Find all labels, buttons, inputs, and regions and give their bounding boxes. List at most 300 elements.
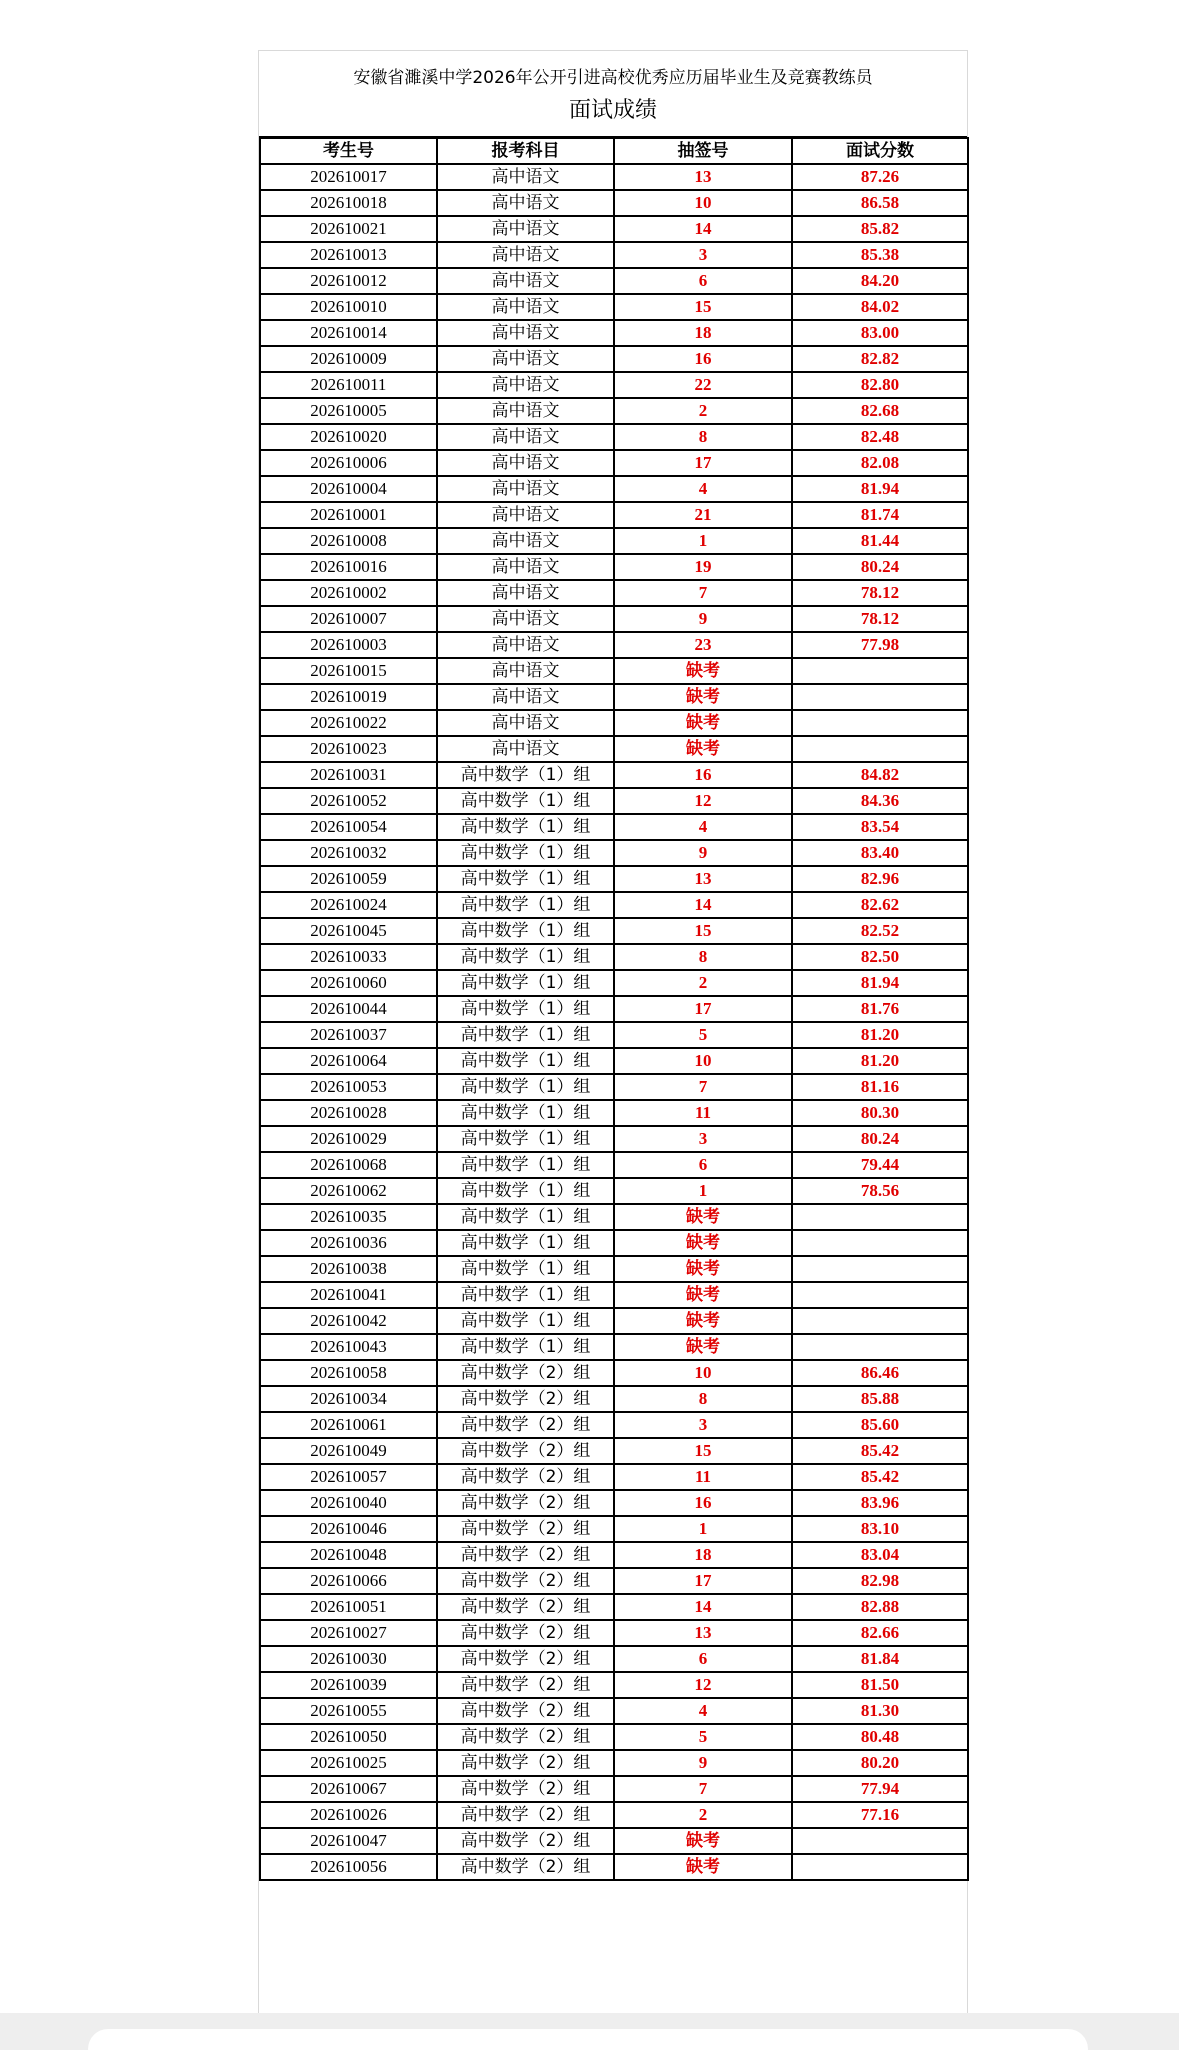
table-row: [260, 1490, 968, 1516]
table-row: [260, 1100, 968, 1126]
cell-exam-id: 202610026: [260, 1802, 437, 1828]
cell-lot-number: 12: [614, 788, 792, 814]
cell-interview-score: 82.50: [792, 944, 968, 970]
cell-interview-score: 86.58: [792, 190, 968, 216]
cell-exam-id: 202610058: [260, 1360, 437, 1386]
table-row: [260, 866, 968, 892]
table-row: [260, 710, 968, 736]
cell-lot-number: 1: [614, 528, 792, 554]
cell-lot-number: 缺考: [614, 1256, 792, 1282]
cell-interview-score: 85.38: [792, 242, 968, 268]
cell-interview-score: 78.56: [792, 1178, 968, 1204]
table-row: [260, 658, 968, 684]
cell-lot-number: 5: [614, 1022, 792, 1048]
table-row: [260, 762, 968, 788]
table-row: [260, 918, 968, 944]
table-row: [260, 320, 968, 346]
cell-interview-score: [792, 1230, 968, 1256]
cell-exam-id: 202610022: [260, 710, 437, 736]
table-row: [260, 1360, 968, 1386]
cell-subject: 高中语文: [437, 580, 614, 606]
cell-exam-id: 202610039: [260, 1672, 437, 1698]
cell-lot-number: 11: [614, 1100, 792, 1126]
cell-subject: 高中数学（1）组: [437, 1152, 614, 1178]
cell-interview-score: 84.02: [792, 294, 968, 320]
cell-interview-score: [792, 1308, 968, 1334]
cell-lot-number: 1: [614, 1516, 792, 1542]
table-row: [260, 450, 968, 476]
cell-exam-id: 202610035: [260, 1204, 437, 1230]
table-body: [260, 164, 968, 1880]
cell-subject: 高中数学（2）组: [437, 1750, 614, 1776]
cell-exam-id: 202610049: [260, 1438, 437, 1464]
cell-subject: 高中数学（1）组: [437, 1178, 614, 1204]
cell-interview-score: 82.82: [792, 346, 968, 372]
cell-interview-score: 82.68: [792, 398, 968, 424]
cell-lot-number: 9: [614, 840, 792, 866]
cell-lot-number: 6: [614, 268, 792, 294]
cell-lot-number: 缺考: [614, 710, 792, 736]
cell-lot-number: 5: [614, 1724, 792, 1750]
table-row: [260, 242, 968, 268]
cell-interview-score: 82.48: [792, 424, 968, 450]
cell-interview-score: [792, 1282, 968, 1308]
cell-lot-number: 21: [614, 502, 792, 528]
table-header-row: [260, 138, 968, 164]
table-row: [260, 1776, 968, 1802]
cell-interview-score: 81.74: [792, 502, 968, 528]
cell-lot-number: 缺考: [614, 1204, 792, 1230]
cell-exam-id: 202610025: [260, 1750, 437, 1776]
score-sheet: [258, 50, 968, 2014]
cell-interview-score: 81.20: [792, 1048, 968, 1074]
header-subject: 报考科目: [437, 138, 614, 164]
cell-subject: 高中数学（2）组: [437, 1542, 614, 1568]
cell-lot-number: 缺考: [614, 736, 792, 762]
cell-lot-number: 10: [614, 1360, 792, 1386]
cell-lot-number: 15: [614, 294, 792, 320]
cell-subject: 高中数学（1）组: [437, 788, 614, 814]
cell-lot-number: 缺考: [614, 1854, 792, 1880]
cell-subject: 高中数学（2）组: [437, 1854, 614, 1880]
cell-subject: 高中语文: [437, 710, 614, 736]
cell-interview-score: 80.20: [792, 1750, 968, 1776]
cell-lot-number: 8: [614, 944, 792, 970]
cell-subject: 高中数学（1）组: [437, 1126, 614, 1152]
cell-exam-id: 202610054: [260, 814, 437, 840]
cell-interview-score: [792, 1828, 968, 1854]
cell-lot-number: 10: [614, 1048, 792, 1074]
cell-lot-number: 17: [614, 1568, 792, 1594]
cell-lot-number: 6: [614, 1152, 792, 1178]
cell-lot-number: 14: [614, 1594, 792, 1620]
table-row: [260, 1074, 968, 1100]
table-row: [260, 1854, 968, 1880]
table-row: [260, 1516, 968, 1542]
cell-exam-id: 202610011: [260, 372, 437, 398]
cell-interview-score: 81.20: [792, 1022, 968, 1048]
cell-subject: 高中语文: [437, 346, 614, 372]
cell-subject: 高中语文: [437, 164, 614, 190]
cell-lot-number: 23: [614, 632, 792, 658]
table-row: [260, 424, 968, 450]
table-row: [260, 372, 968, 398]
cell-subject: 高中数学（1）组: [437, 866, 614, 892]
cell-exam-id: 202610002: [260, 580, 437, 606]
cell-subject: 高中数学（1）组: [437, 840, 614, 866]
cell-interview-score: 83.04: [792, 1542, 968, 1568]
table-row: [260, 164, 968, 190]
cell-interview-score: 78.12: [792, 606, 968, 632]
cell-subject: 高中语文: [437, 294, 614, 320]
document-subtitle: 面试成绩: [568, 98, 657, 123]
cell-interview-score: 81.94: [792, 476, 968, 502]
cell-interview-score: 80.30: [792, 1100, 968, 1126]
cell-exam-id: 202610013: [260, 242, 437, 268]
cell-lot-number: 3: [614, 1412, 792, 1438]
cell-lot-number: 9: [614, 606, 792, 632]
cell-lot-number: 4: [614, 1698, 792, 1724]
cell-lot-number: 18: [614, 1542, 792, 1568]
cell-interview-score: [792, 658, 968, 684]
table-row: [260, 1334, 968, 1360]
cell-subject: 高中数学（1）组: [437, 814, 614, 840]
table-row: [260, 1126, 968, 1152]
header-exam-id: 考生号: [260, 138, 437, 164]
cell-exam-id: 202610016: [260, 554, 437, 580]
table-row: [260, 788, 968, 814]
cell-exam-id: 202610006: [260, 450, 437, 476]
cell-subject: 高中语文: [437, 450, 614, 476]
table-row: [260, 398, 968, 424]
cell-interview-score: 77.16: [792, 1802, 968, 1828]
table-row: [260, 970, 968, 996]
cell-exam-id: 202610062: [260, 1178, 437, 1204]
cell-interview-score: 82.98: [792, 1568, 968, 1594]
cell-subject: 高中语文: [437, 398, 614, 424]
cell-exam-id: 202610055: [260, 1698, 437, 1724]
cell-exam-id: 202610032: [260, 840, 437, 866]
cell-exam-id: 202610003: [260, 632, 437, 658]
cell-exam-id: 202610043: [260, 1334, 437, 1360]
cell-interview-score: [792, 1204, 968, 1230]
cell-subject: 高中数学（1）组: [437, 1022, 614, 1048]
cell-interview-score: 81.30: [792, 1698, 968, 1724]
table-row: [260, 554, 968, 580]
table-row: [260, 476, 968, 502]
cell-exam-id: 202610066: [260, 1568, 437, 1594]
table-row: [260, 1750, 968, 1776]
cell-subject: 高中数学（1）组: [437, 944, 614, 970]
cell-lot-number: 13: [614, 164, 792, 190]
cell-exam-id: 202610048: [260, 1542, 437, 1568]
cell-subject: 高中数学（2）组: [437, 1464, 614, 1490]
cell-subject: 高中语文: [437, 606, 614, 632]
document-title: 安徽省濉溪中学2026年公开引进高校优秀应历届毕业生及竞赛教练员: [353, 68, 873, 88]
cell-subject: 高中语文: [437, 242, 614, 268]
cell-exam-id: 202610051: [260, 1594, 437, 1620]
cell-lot-number: 17: [614, 996, 792, 1022]
cell-subject: 高中数学（1）组: [437, 1048, 614, 1074]
cell-subject: 高中数学（1）组: [437, 1230, 614, 1256]
cell-exam-id: 202610009: [260, 346, 437, 372]
cell-lot-number: 13: [614, 866, 792, 892]
cell-exam-id: 202610031: [260, 762, 437, 788]
cell-subject: 高中语文: [437, 268, 614, 294]
cell-lot-number: 8: [614, 1386, 792, 1412]
cell-subject: 高中数学（2）组: [437, 1438, 614, 1464]
cell-exam-id: 202610019: [260, 684, 437, 710]
cell-subject: 高中语文: [437, 372, 614, 398]
cell-interview-score: [792, 684, 968, 710]
cell-interview-score: 82.66: [792, 1620, 968, 1646]
table-row: [260, 502, 968, 528]
cell-exam-id: 202610014: [260, 320, 437, 346]
cell-exam-id: 202610030: [260, 1646, 437, 1672]
cell-exam-id: 202610038: [260, 1256, 437, 1282]
cell-exam-id: 202610010: [260, 294, 437, 320]
cell-interview-score: 81.76: [792, 996, 968, 1022]
cell-subject: 高中语文: [437, 736, 614, 762]
cell-lot-number: 缺考: [614, 658, 792, 684]
table-row: [260, 1152, 968, 1178]
cell-exam-id: 202610015: [260, 658, 437, 684]
table-row: [260, 996, 968, 1022]
cell-lot-number: 缺考: [614, 1828, 792, 1854]
cell-lot-number: 缺考: [614, 1334, 792, 1360]
cell-subject: 高中语文: [437, 424, 614, 450]
cell-interview-score: 85.82: [792, 216, 968, 242]
cell-exam-id: 202610067: [260, 1776, 437, 1802]
cell-exam-id: 202610061: [260, 1412, 437, 1438]
cell-subject: 高中数学（2）组: [437, 1360, 614, 1386]
cell-lot-number: 2: [614, 398, 792, 424]
cell-lot-number: 2: [614, 970, 792, 996]
cell-subject: 高中数学（1）组: [437, 1204, 614, 1230]
cell-lot-number: 10: [614, 190, 792, 216]
cell-exam-id: 202610008: [260, 528, 437, 554]
cell-lot-number: 7: [614, 1074, 792, 1100]
table-row: [260, 1412, 968, 1438]
cell-interview-score: 82.62: [792, 892, 968, 918]
table-row: [260, 1204, 968, 1230]
cell-exam-id: 202610024: [260, 892, 437, 918]
cell-lot-number: 15: [614, 918, 792, 944]
cell-interview-score: 85.42: [792, 1438, 968, 1464]
header-interview-score: 面试分数: [792, 138, 968, 164]
cell-lot-number: 缺考: [614, 684, 792, 710]
cell-exam-id: 202610059: [260, 866, 437, 892]
table-row: [260, 944, 968, 970]
bottom-toolbar-pill: [88, 2029, 1088, 2069]
cell-exam-id: 202610064: [260, 1048, 437, 1074]
table-row: [260, 1542, 968, 1568]
cell-exam-id: 202610005: [260, 398, 437, 424]
cell-lot-number: 3: [614, 1126, 792, 1152]
table-row: [260, 1022, 968, 1048]
table-row: [260, 1672, 968, 1698]
cell-lot-number: 14: [614, 892, 792, 918]
cell-lot-number: 13: [614, 1620, 792, 1646]
cell-subject: 高中数学（2）组: [437, 1386, 614, 1412]
cell-interview-score: 83.54: [792, 814, 968, 840]
cell-subject: 高中数学（1）组: [437, 1074, 614, 1100]
cell-subject: 高中数学（1）组: [437, 1256, 614, 1282]
cell-interview-score: 78.12: [792, 580, 968, 606]
cell-subject: 高中数学（2）组: [437, 1698, 614, 1724]
cell-exam-id: 202610068: [260, 1152, 437, 1178]
cell-lot-number: 22: [614, 372, 792, 398]
cell-subject: 高中数学（2）组: [437, 1776, 614, 1802]
cell-lot-number: 11: [614, 1464, 792, 1490]
cell-exam-id: 202610028: [260, 1100, 437, 1126]
table-row: [260, 1698, 968, 1724]
cell-subject: 高中数学（1）组: [437, 970, 614, 996]
cell-interview-score: 84.82: [792, 762, 968, 788]
cell-subject: 高中数学（1）组: [437, 892, 614, 918]
cell-interview-score: 79.44: [792, 1152, 968, 1178]
cell-subject: 高中语文: [437, 190, 614, 216]
cell-lot-number: 2: [614, 1802, 792, 1828]
cell-exam-id: 202610001: [260, 502, 437, 528]
cell-exam-id: 202610046: [260, 1516, 437, 1542]
cell-subject: 高中语文: [437, 684, 614, 710]
cell-exam-id: 202610052: [260, 788, 437, 814]
cell-lot-number: 9: [614, 1750, 792, 1776]
cell-exam-id: 202610057: [260, 1464, 437, 1490]
cell-interview-score: 82.08: [792, 450, 968, 476]
cell-interview-score: 81.44: [792, 528, 968, 554]
cell-interview-score: 81.16: [792, 1074, 968, 1100]
table-row: [260, 190, 968, 216]
cell-exam-id: 202610060: [260, 970, 437, 996]
cell-exam-id: 202610037: [260, 1022, 437, 1048]
cell-interview-score: 80.48: [792, 1724, 968, 1750]
cell-exam-id: 202610017: [260, 164, 437, 190]
cell-subject: 高中数学（2）组: [437, 1672, 614, 1698]
cell-subject: 高中数学（2）组: [437, 1802, 614, 1828]
cell-lot-number: 15: [614, 1438, 792, 1464]
cell-subject: 高中数学（2）组: [437, 1724, 614, 1750]
cell-exam-id: 202610020: [260, 424, 437, 450]
table-row: [260, 736, 968, 762]
cell-exam-id: 202610044: [260, 996, 437, 1022]
cell-exam-id: 202610023: [260, 736, 437, 762]
table-row: [260, 840, 968, 866]
cell-subject: 高中语文: [437, 502, 614, 528]
cell-interview-score: 83.96: [792, 1490, 968, 1516]
cell-lot-number: 缺考: [614, 1308, 792, 1334]
cell-exam-id: 202610007: [260, 606, 437, 632]
cell-subject: 高中语文: [437, 320, 614, 346]
cell-interview-score: 83.10: [792, 1516, 968, 1542]
cell-lot-number: 16: [614, 1490, 792, 1516]
cell-subject: 高中数学（1）组: [437, 996, 614, 1022]
cell-subject: 高中数学（2）组: [437, 1828, 614, 1854]
cell-lot-number: 缺考: [614, 1230, 792, 1256]
cell-interview-score: 82.80: [792, 372, 968, 398]
table-row: [260, 1308, 968, 1334]
cell-subject: 高中数学（1）组: [437, 918, 614, 944]
cell-interview-score: 86.46: [792, 1360, 968, 1386]
cell-interview-score: 77.98: [792, 632, 968, 658]
cell-lot-number: 7: [614, 1776, 792, 1802]
cell-subject: 高中语文: [437, 216, 614, 242]
cell-interview-score: 81.84: [792, 1646, 968, 1672]
cell-exam-id: 202610018: [260, 190, 437, 216]
cell-lot-number: 19: [614, 554, 792, 580]
cell-subject: 高中数学（2）组: [437, 1516, 614, 1542]
cell-exam-id: 202610047: [260, 1828, 437, 1854]
cell-interview-score: 84.20: [792, 268, 968, 294]
cell-exam-id: 202610033: [260, 944, 437, 970]
table-row: [260, 814, 968, 840]
table-row: [260, 346, 968, 372]
table-row: [260, 216, 968, 242]
cell-interview-score: 83.40: [792, 840, 968, 866]
cell-subject: 高中数学（2）组: [437, 1646, 614, 1672]
cell-exam-id: 202610029: [260, 1126, 437, 1152]
cell-interview-score: 82.52: [792, 918, 968, 944]
cell-lot-number: 17: [614, 450, 792, 476]
cell-subject: 高中数学（1）组: [437, 762, 614, 788]
cell-subject: 高中语文: [437, 658, 614, 684]
cell-interview-score: 81.94: [792, 970, 968, 996]
cell-lot-number: 16: [614, 346, 792, 372]
cell-lot-number: 14: [614, 216, 792, 242]
cell-interview-score: 85.60: [792, 1412, 968, 1438]
cell-exam-id: 202610027: [260, 1620, 437, 1646]
cell-lot-number: 8: [614, 424, 792, 450]
bottom-toolbar: [0, 2013, 1179, 2050]
cell-subject: 高中数学（2）组: [437, 1412, 614, 1438]
cell-exam-id: 202610004: [260, 476, 437, 502]
table-row: [260, 1802, 968, 1828]
cell-interview-score: [792, 710, 968, 736]
cell-lot-number: 缺考: [614, 1282, 792, 1308]
cell-interview-score: [792, 736, 968, 762]
cell-interview-score: [792, 1334, 968, 1360]
cell-subject: 高中语文: [437, 632, 614, 658]
cell-subject: 高中数学（2）组: [437, 1490, 614, 1516]
cell-exam-id: 202610045: [260, 918, 437, 944]
table-row: [260, 684, 968, 710]
cell-subject: 高中语文: [437, 528, 614, 554]
cell-interview-score: 80.24: [792, 1126, 968, 1152]
cell-lot-number: 18: [614, 320, 792, 346]
cell-lot-number: 3: [614, 242, 792, 268]
cell-subject: 高中数学（1）组: [437, 1334, 614, 1360]
cell-subject: 高中数学（1）组: [437, 1308, 614, 1334]
cell-exam-id: 202610034: [260, 1386, 437, 1412]
table-row: [260, 528, 968, 554]
table-row: [260, 268, 968, 294]
cell-subject: 高中数学（2）组: [437, 1594, 614, 1620]
table-row: [260, 1178, 968, 1204]
cell-subject: 高中数学（2）组: [437, 1568, 614, 1594]
cell-lot-number: 4: [614, 814, 792, 840]
cell-lot-number: 1: [614, 1178, 792, 1204]
cell-lot-number: 12: [614, 1672, 792, 1698]
cell-subject: 高中数学（2）组: [437, 1620, 614, 1646]
cell-interview-score: [792, 1854, 968, 1880]
cell-lot-number: 7: [614, 580, 792, 606]
table-row: [260, 632, 968, 658]
table-row: [260, 892, 968, 918]
table-row: [260, 294, 968, 320]
cell-exam-id: 202610056: [260, 1854, 437, 1880]
table-row: [260, 1646, 968, 1672]
